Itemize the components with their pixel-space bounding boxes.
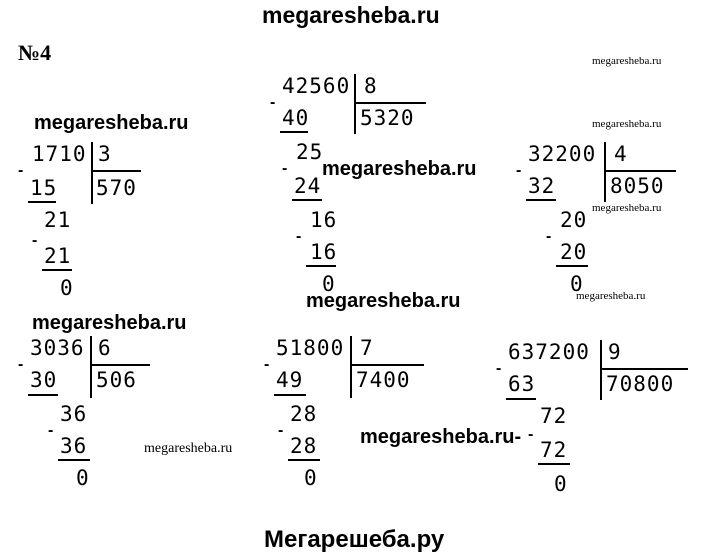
remainder: 0 <box>76 466 90 490</box>
remainder: 20 <box>560 208 588 232</box>
divisor: 6 <box>98 336 112 360</box>
dividend: 1710 <box>32 142 87 166</box>
quotient: 7400 <box>356 368 411 392</box>
divisor: 9 <box>608 340 622 364</box>
quotient: 5320 <box>360 106 415 130</box>
subtrahend: 15 <box>30 176 58 200</box>
watermark: megaresheba.ru <box>306 290 461 312</box>
watermark: megaresheba.ru <box>592 202 662 214</box>
remainder: 0 <box>570 272 584 296</box>
subtrahend: 72 <box>540 438 568 462</box>
remainder: 28 <box>290 402 318 426</box>
subtrahend: 32 <box>528 174 556 198</box>
quotient: 8050 <box>610 174 665 198</box>
dividend: 51800 <box>276 336 345 360</box>
watermark: megaresheba.ru <box>322 158 477 180</box>
subtrahend: 30 <box>30 368 58 392</box>
watermark: megaresheba.ru <box>32 312 187 334</box>
divisor: 3 <box>98 142 112 166</box>
watermark: megaresheba.ru- <box>360 426 522 448</box>
watermark: megaresheba.ru <box>592 118 662 130</box>
remainder: 0 <box>322 272 336 296</box>
quotient: 70800 <box>606 372 675 396</box>
remainder: 0 <box>60 276 74 300</box>
dividend: 42560 <box>282 74 351 98</box>
remainder: 72 <box>540 404 568 428</box>
dividend: 637200 <box>508 340 590 364</box>
footer-site-title: Мегарешеба.ру <box>264 526 445 553</box>
divisor: 7 <box>360 336 374 360</box>
remainder: 36 <box>60 402 88 426</box>
remainder: 0 <box>554 472 568 496</box>
divisor: 4 <box>614 142 628 166</box>
subtrahend: 16 <box>310 240 338 264</box>
watermark: megaresheba.ru <box>34 112 189 134</box>
watermark: megaresheba.ru <box>576 290 646 302</box>
quotient: 570 <box>96 176 137 200</box>
dividend: 32200 <box>528 142 597 166</box>
subtrahend: 63 <box>508 372 536 396</box>
subtrahend: 36 <box>60 434 88 458</box>
remainder: 16 <box>310 208 338 232</box>
dividend: 3036 <box>30 336 85 360</box>
task-number: №4 <box>18 40 52 65</box>
quotient: 506 <box>96 368 137 392</box>
remainder: 25 <box>296 140 324 164</box>
subtrahend: 28 <box>290 434 318 458</box>
header-site-title: megaresheba.ru <box>262 2 440 28</box>
remainder: 0 <box>304 466 318 490</box>
subtrahend: 49 <box>276 368 304 392</box>
subtrahend: 40 <box>282 106 310 130</box>
divisor: 8 <box>364 74 378 98</box>
remainder: 21 <box>44 208 72 232</box>
watermark: megaresheba.ru <box>144 441 233 456</box>
subtrahend: 24 <box>294 174 322 198</box>
subtrahend: 20 <box>560 240 588 264</box>
subtrahend: 21 <box>44 244 72 268</box>
watermark: megaresheba.ru <box>592 55 662 67</box>
